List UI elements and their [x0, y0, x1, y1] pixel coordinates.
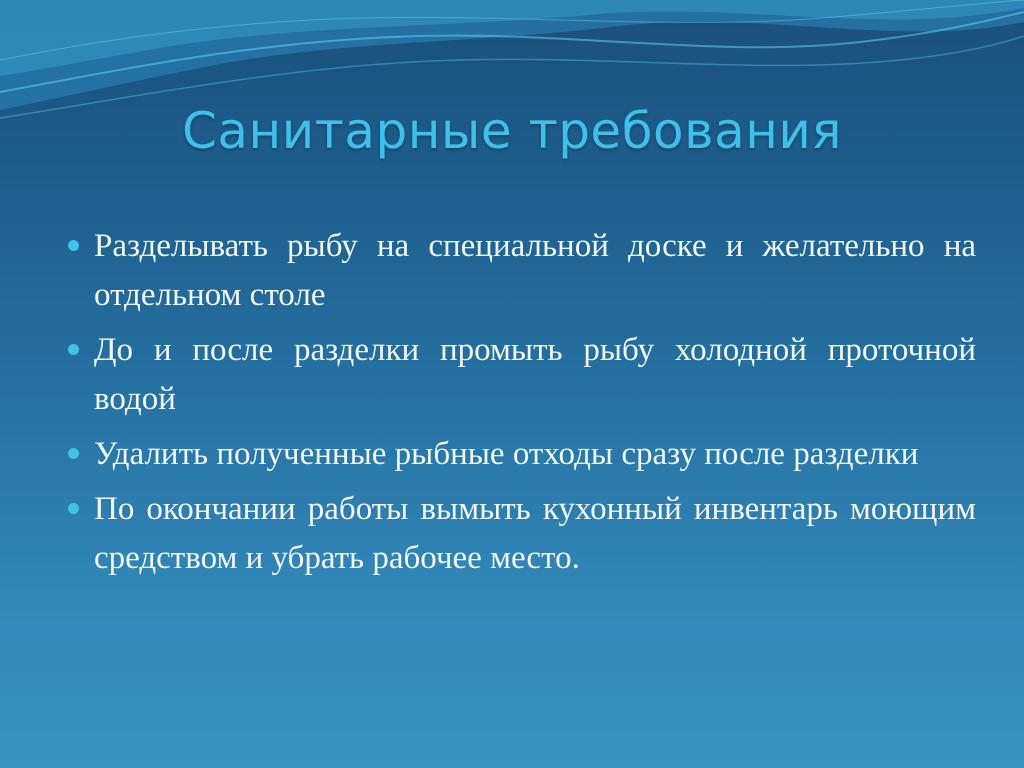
bullet-text: Удалить полученные рыбные отходы сразу после разделки: [94, 436, 919, 472]
bullet-marker-icon: [68, 240, 79, 251]
bullet-item-1: [66, 222, 976, 320]
bullet-text: По окончании работы вымыть кухонный инвентарь моющим средством и убрать рабочее место.: [94, 491, 976, 576]
bullet-marker-icon: [68, 503, 79, 514]
bullet-text: До и после разделки промыть рыбу холодной проточной водой: [94, 332, 976, 417]
bullet-marker-icon: [68, 448, 79, 459]
bullet-text: Разделывать рыбу на специальной доске и желательно на отдельном столе: [94, 228, 976, 313]
bullet-list: [66, 222, 976, 589]
slide-title: Санитарные требования: [182, 102, 842, 160]
bullet-item-4: [66, 485, 976, 583]
bullet-marker-icon: [68, 344, 79, 355]
bullet-item-3: [66, 430, 976, 479]
bullet-item-2: [66, 326, 976, 424]
